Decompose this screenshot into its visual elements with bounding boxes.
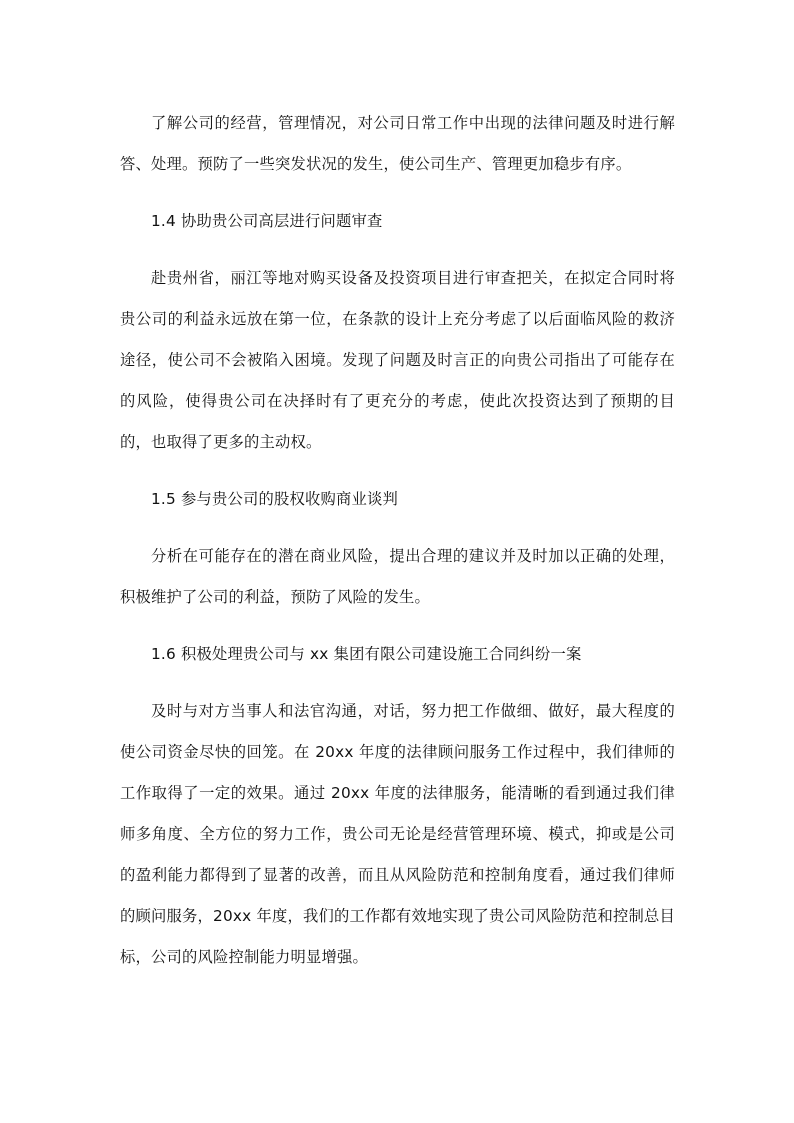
paragraph-contract-dispute: 及时与对方当事人和法官沟通，对话，努力把工作做细、做好，最大程度的使公司资金尽快的回笼。在 20xx 年度的法律顾问服务工作过程中，我们律师的工作取得了一定的效果。通过 20xx 年度的法律服务，能清晰的看到通过我们律师多角度、全方位的努力工作，贵公司无论是经营管理环境、模式，抑或是公司的盈利能力都得到了显著的改善，而且从风险防范和控制角度看，通过我们律师的顾问服务，20xx 年度，我们的工作都有效地实现了贵公司风险防范和控制总目标，公司的风险控制能力明显增强。: [120, 702, 675, 966]
paragraph-legal-consulting: 了解公司的经营，管理情况，对公司日常工作中出现的法律问题及时进行解答、处理。预防了一些突发状况的发生，使公司生产、管理更加稳步有序。: [120, 114, 675, 173]
paragraph-review-investment: 赴贵州省，丽江等地对购买设备及投资项目进行审查把关，在拟定合同时将贵公司的利益永远放在第一位，在条款的设计上充分考虑了以后面临风险的救济途径，使公司不会被陷入困境。发现了问题及时言正的向贵公司指出了可能存在的风险，使得贵公司在决择时有了更充分的考虑，使此次投资达到了预期的目的，也取得了更多的主动权。: [120, 269, 675, 451]
section-heading-1-5: 1.5 参与贵公司的股权收购商业谈判: [151, 490, 398, 508]
section-heading-1-6: 1.6 积极处理贵公司与 xx 集团有限公司建设施工合同纠纷一案: [151, 645, 582, 663]
section-heading-1-4: 1.4 协助贵公司高层进行问题审查: [151, 212, 383, 230]
document-body: [120, 103, 675, 978]
paragraph-equity-negotiation: 分析在可能存在的潜在商业风险，提出合理的建议并及时加以正确的处理，积极维护了公司的利益，预防了风险的发生。: [120, 547, 675, 606]
